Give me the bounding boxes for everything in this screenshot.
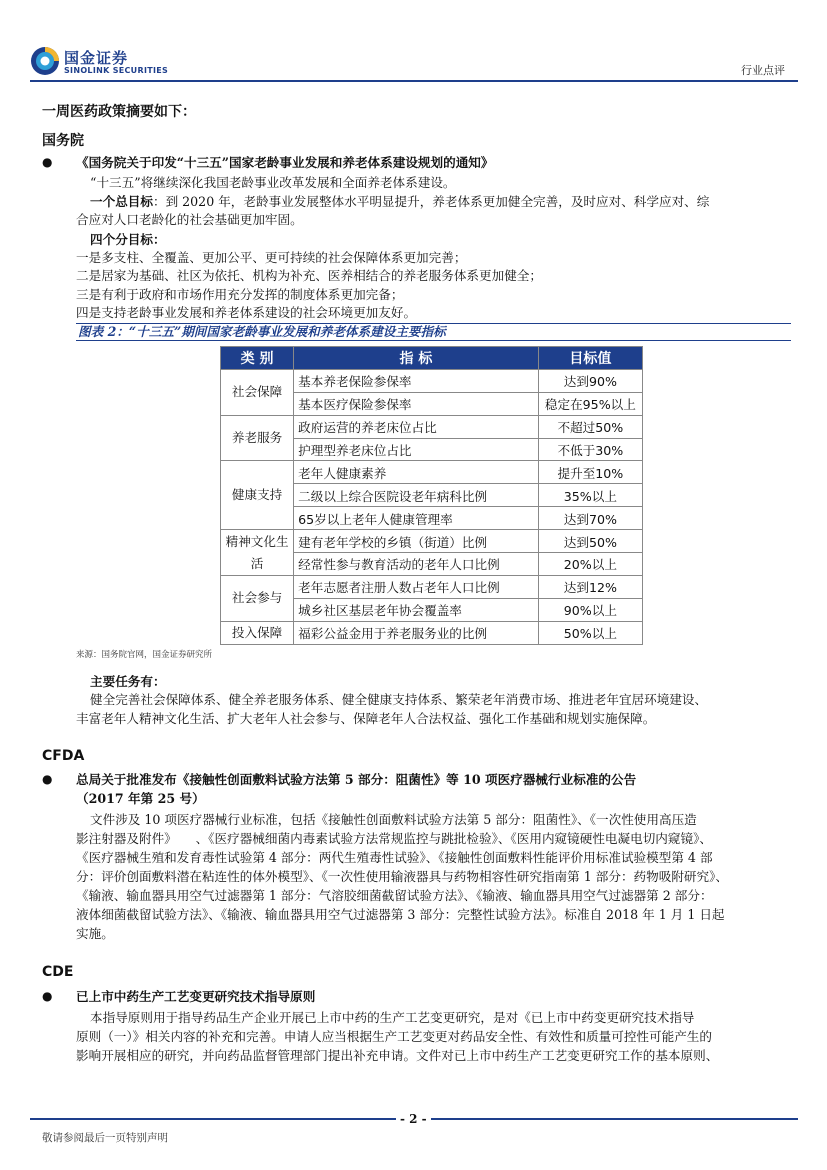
table-row bbox=[221, 621, 643, 644]
sub-goal-item: 四是支持老龄事业发展和养老体系建设的社会环境更加友好。 bbox=[76, 305, 417, 320]
sinolink-logo-icon bbox=[30, 46, 60, 76]
target-cell: 达到90% bbox=[538, 369, 642, 392]
cde-body-line: 影响开展相应的研究，并向药品监督管理部门提出补充申请。文件对已上市中药生产工艺变更研究工作的基本原则、 bbox=[76, 1048, 719, 1063]
category-cell: 精神文化生活 bbox=[221, 530, 294, 576]
bullet-icon: ● bbox=[42, 989, 53, 1003]
cfda-body-line: 分：评价创面敷料潜在粘连性的体外模型》、《一次性使用输液器具与药物相容性研究指南第 1 部分：药物吸附研究》、 bbox=[76, 869, 728, 884]
target-cell: 20%以上 bbox=[538, 553, 642, 576]
sub-goal-item: 一是多支柱、全覆盖、更加公平、更可持续的社会保障体系更加完善； bbox=[76, 250, 467, 265]
summary-title: 一周医药政策摘要如下： bbox=[42, 104, 196, 120]
indicator-cell: 老年人健康素养 bbox=[294, 461, 539, 484]
sub-goals-label: 四个分目标： bbox=[90, 232, 166, 247]
cfda-body-line: 《医疗器械生殖和发育毒性试验第 4 部分：两代生殖毒性试验》、《接触性创面敷料性能评价用标准试验模型第 4 部 bbox=[76, 850, 713, 865]
target-cell: 50%以上 bbox=[538, 621, 642, 644]
overall-goal-text: ：到 2020 年，老龄事业发展整体水平明显提升，养老体系更加健全完善，及时应对、科学应对、综 bbox=[152, 194, 710, 209]
target-cell: 不超过50% bbox=[538, 415, 642, 438]
cde-body-line: 原则（一）》相关内容的补充和完善。申请人应当根据生产工艺变更对药品安全性、有效性和质量可控性可能产生的 bbox=[76, 1029, 712, 1044]
target-cell: 达到50% bbox=[538, 530, 642, 553]
indicator-cell: 建有老年学校的乡镇（街道）比例 bbox=[294, 530, 539, 553]
header-indicator: 指 标 bbox=[294, 347, 539, 370]
category-cell: 社会参与 bbox=[221, 575, 294, 621]
target-cell: 35%以上 bbox=[538, 484, 642, 507]
footer-disclaimer: 敬请参阅最后一页特别声明 bbox=[42, 1132, 168, 1144]
cfda-body-line: 《输液、输血器具用空气过滤器第 1 部分：气溶胶细菌截留试验方法》、《输液、输血器具用空气过滤器第 2 部分： bbox=[76, 888, 713, 903]
main-tasks-text: 健全完善社会保障体系、健全养老服务体系、健全健康支持体系、繁荣老年消费市场、推进老年宜居环境建设、 bbox=[90, 692, 708, 707]
target-cell: 达到12% bbox=[538, 575, 642, 598]
cfda-body-line: 液体细菌截留试验方法》、《输液、输血器具用空气过滤器第 3 部分：完整性试验方法》。标准自 2018 年 1 月 1 日起 bbox=[76, 907, 725, 922]
target-cell: 达到70% bbox=[538, 507, 642, 530]
report-type-label: 行业点评 bbox=[741, 64, 785, 77]
cfda-body-line: 文件涉及 10 项医疗器械行业标准，包括《接触性创面敷料试验方法第 5 部分：阻菌性》、《一次性使用高压造 bbox=[90, 812, 697, 827]
cde-body-line: 本指导原则用于指导药品生产企业开展已上市中药的生产工艺变更研究，是对《已上市中药变更研究技术指导 bbox=[90, 1010, 695, 1025]
paragraph-overall-goal-cont: 合应对人口老龄化的社会基础更加牢固。 bbox=[76, 212, 303, 227]
policy-title-state-council: 《国务院关于印发“十三五”国家老龄事业发展和养老体系建设规划的通知》 bbox=[76, 155, 494, 170]
indicator-cell: 老年志愿者注册人数占老年人口比例 bbox=[294, 575, 539, 598]
category-cell: 健康支持 bbox=[221, 461, 294, 530]
table-row bbox=[221, 530, 643, 553]
section-heading-state-council: 国务院 bbox=[42, 133, 84, 149]
header-divider bbox=[30, 80, 798, 82]
paragraph-intro: “十三五”将继续深化我国老龄事业改革发展和全面养老体系建设。 bbox=[90, 175, 456, 190]
policy-title-cfda-cont: （2017 年第 25 号） bbox=[76, 791, 205, 806]
indicator-cell: 城乡社区基层老年协会覆盖率 bbox=[294, 598, 539, 621]
table-row bbox=[221, 575, 643, 598]
paragraph-overall-goal bbox=[90, 194, 709, 210]
indicator-cell: 基本养老保险参保率 bbox=[294, 369, 539, 392]
indicator-cell: 福彩公益金用于养老服务业的比例 bbox=[294, 621, 539, 644]
cfda-body-line: 影注射器及附件》 、《医疗器械细菌内毒素试验方法常规监控与跳批检验》、《医用内窥镜硬性电凝电切内窥镜》、 bbox=[76, 831, 712, 846]
bullet-icon: ● bbox=[42, 155, 53, 169]
indicator-table bbox=[220, 346, 643, 645]
indicator-cell: 65岁以上老年人健康管理率 bbox=[294, 507, 539, 530]
category-cell: 社会保障 bbox=[221, 369, 294, 415]
section-heading-cfda: CFDA bbox=[42, 748, 85, 764]
header-category: 类 别 bbox=[221, 347, 294, 370]
page-number: - 2 - bbox=[396, 1112, 431, 1126]
target-cell: 不低于30% bbox=[538, 438, 642, 461]
indicator-cell: 政府运营的养老床位占比 bbox=[294, 415, 539, 438]
target-cell: 稳定在95%以上 bbox=[538, 392, 642, 415]
target-cell: 90%以上 bbox=[538, 598, 642, 621]
main-tasks-text-cont: 丰富老年人精神文化生活、扩大老年人社会参与、保障老年人合法权益、强化工作基础和规划实施保障。 bbox=[76, 711, 656, 726]
table-row bbox=[221, 415, 643, 438]
main-tasks-label: 主要任务有： bbox=[90, 674, 166, 689]
indicator-cell: 护理型养老床位占比 bbox=[294, 438, 539, 461]
policy-title-cde: 已上市中药生产工艺变更研究技术指导原则 bbox=[76, 989, 316, 1004]
page-header bbox=[0, 0, 827, 80]
table-row bbox=[221, 369, 643, 392]
header-target: 目标值 bbox=[538, 347, 642, 370]
logo-text-en: SINOLINK SECURITIES bbox=[64, 66, 169, 75]
category-cell: 投入保障 bbox=[221, 621, 294, 644]
sub-goal-item: 二是居家为基础、社区为依托、机构为补充、医养相结合的养老服务体系更加健全； bbox=[76, 268, 542, 283]
table-row bbox=[221, 461, 643, 484]
target-cell: 提升至10% bbox=[538, 461, 642, 484]
cfda-body-line: 实施。 bbox=[76, 926, 114, 941]
indicator-cell: 基本医疗保险参保率 bbox=[294, 392, 539, 415]
bullet-icon: ● bbox=[42, 772, 53, 786]
section-heading-cde: CDE bbox=[42, 964, 74, 980]
indicator-cell: 二级以上综合医院设老年病科比例 bbox=[294, 484, 539, 507]
indicator-cell: 经常性参与教育活动的老年人口比例 bbox=[294, 553, 539, 576]
category-cell: 养老服务 bbox=[221, 415, 294, 461]
table-source-note: 来源：国务院官网，国金证券研究所 bbox=[76, 650, 213, 660]
table-caption: 图表 2：“十三五”期间国家老龄事业发展和养老体系建设主要指标 bbox=[76, 323, 791, 341]
logo-text-cn: 国金证券 bbox=[64, 49, 129, 67]
sub-goal-item: 三是有利于政府和市场作用充分发挥的制度体系更加完备； bbox=[76, 287, 404, 302]
policy-title-cfda: 总局关于批准发布《接触性创面敷料试验方法第 5 部分：阻菌性》等 10 项医疗器械行业标准的公告 bbox=[76, 772, 637, 787]
table-header-row bbox=[221, 347, 643, 370]
overall-goal-label: 一个总目标 bbox=[90, 194, 153, 209]
